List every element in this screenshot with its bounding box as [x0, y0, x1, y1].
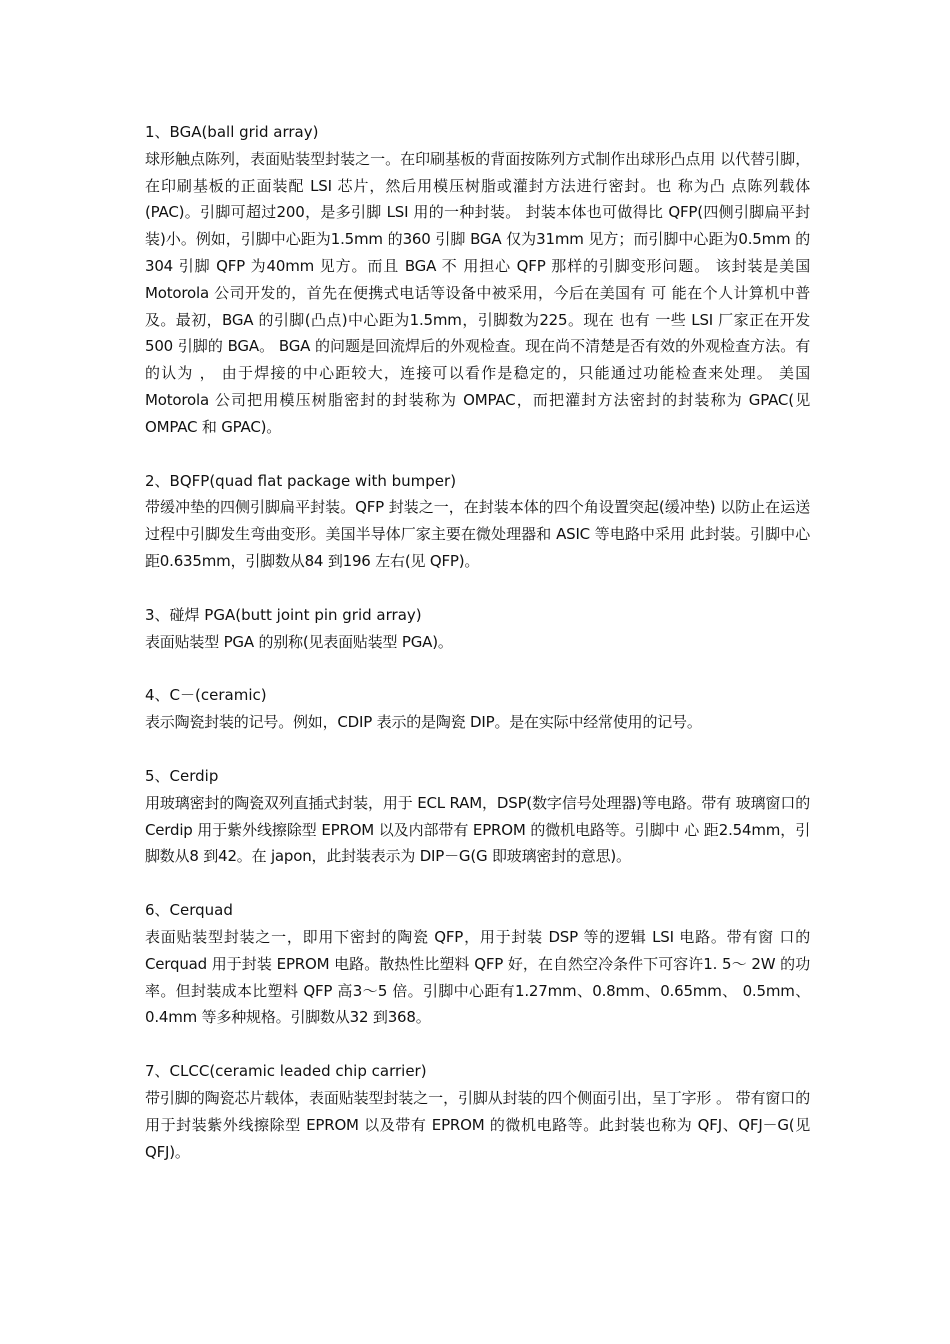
entry-bqfp	[145, 468, 810, 575]
entry-title: 2、BQFP(quad flat package with bumper)	[145, 471, 457, 490]
entry-body: 带缓冲垫的四侧引脚扁平封装。QFP 封装之一，在封装本体的四个角设置突起(缓冲垫) 以防止在运送过程中引脚发生弯曲变形。美国半导体厂家主要在微处理器和 ASIC 等电路中采用 此封装。引脚中心距0.635mm，引脚数从84 到196 左右(见 QFP)。	[145, 498, 810, 570]
entry-title: 7、CLCC(ceramic leaded chip carrier)	[145, 1062, 427, 1081]
entry-title: 1、BGA(ball grid array)	[145, 123, 319, 141]
entry-body: 球形触点陈列，表面贴装型封装之一。在印刷基板的背面按陈列方式制作出球形凸点用 以代替引脚，在印刷基板的正面装配 LSI 芯片，然后用模压树脂或灌封方法进行密封。也 称为凸 点陈列载体(PAC)。引脚可超过200，是多引脚 LSI 用的一种封装。 封装本体也可做得比 QFP(四侧引脚扁平封装)小。例如，引脚中心距为1.5mm 的360 引脚 BGA 仅为31mm 见方；而引脚中心距为0.5mm 的304 引脚 QFP 为40mm 见方。而且 BGA 不 用担心 QFP 那样的引脚变形问题。 该封装是美国 Motorola 公司开发的，首先在便携式电话等设备中被采用，今后在美国有 可 能在个人计算机中普及。最初，BGA 的引脚(凸点)中心距为1.5mm，引脚数为225。现在 也有 一些 LSI 厂家正在开发500 引脚的 BGA。 BGA 的问题是回流焊后的外观检查。现在尚不清楚是否有效的外观检查方法。有的认为 ， 由于焊接的中心距较大，连接可以看作是稳定的，只能通过功能检查来处理。 美国 Motorola 公司把用模压树脂密封的封装称为 OMPAC，而把灌封方法密封的封装称为 GPAC(见 OMPAC 和 GPAC)。	[145, 149, 810, 436]
entry-cerquad	[145, 897, 810, 1031]
entry-title: 3、碰焊 PGA(butt joint pin grid array)	[145, 605, 422, 624]
entry-cerdip	[145, 763, 810, 870]
entry-body: 表面贴装型 PGA 的别称(见表面贴装型 PGA)。	[145, 632, 453, 651]
entry-title: 5、Cerdip	[145, 766, 219, 785]
entry-body: 带引脚的陶瓷芯片载体，表面贴装型封装之一，引脚从封装的四个侧面引出，呈丁字形 。 带有窗口的用于封装紫外线擦除型 EPROM 以及带有 EPROM 的微机电路等。此封装也称为 QFJ、QFJ－G(见 QFJ)。	[145, 1088, 810, 1161]
entry-ceramic	[145, 682, 810, 736]
entry-bga	[145, 119, 810, 441]
entry-butt-joint-pga	[145, 602, 810, 656]
document-content	[145, 119, 810, 1192]
entry-body: 表面贴装型封装之一，即用下密封的陶瓷 QFP，用于封装 DSP 等的逻辑 LSI 电路。带有窗 口的 Cerquad 用于封装 EPROM 电路。散热性比塑料 QFP 好，在自然空冷条件下可容许1. 5～ 2W 的功率。但封装成本比塑料 QFP 高3～5 倍。引脚中心距有1.27mm、0.8mm、0.65mm、 0.5mm、 0.4mm 等多种规格。引脚数从32 到368。	[145, 927, 810, 1027]
entry-body: 用玻璃密封的陶瓷双列直插式封装，用于 ECL RAM，DSP(数字信号处理器)等电路。带有 玻璃窗口的 Cerdip 用于紫外线擦除型 EPROM 以及内部带有 EPROM 的微机电路等。引脚中 心 距2.54mm，引脚数从8 到42。在 japon，此封装表示为 DIP－G(G 即玻璃密封的意思)。	[145, 793, 810, 866]
entry-title: 6、Cerquad	[145, 901, 233, 920]
entry-clcc	[145, 1058, 810, 1165]
entry-title: 4、C－(ceramic)	[145, 686, 267, 705]
entry-body: 表示陶瓷封装的记号。例如，CDIP 表示的是陶瓷 DIP。是在实际中经常使用的记号。	[145, 713, 702, 732]
